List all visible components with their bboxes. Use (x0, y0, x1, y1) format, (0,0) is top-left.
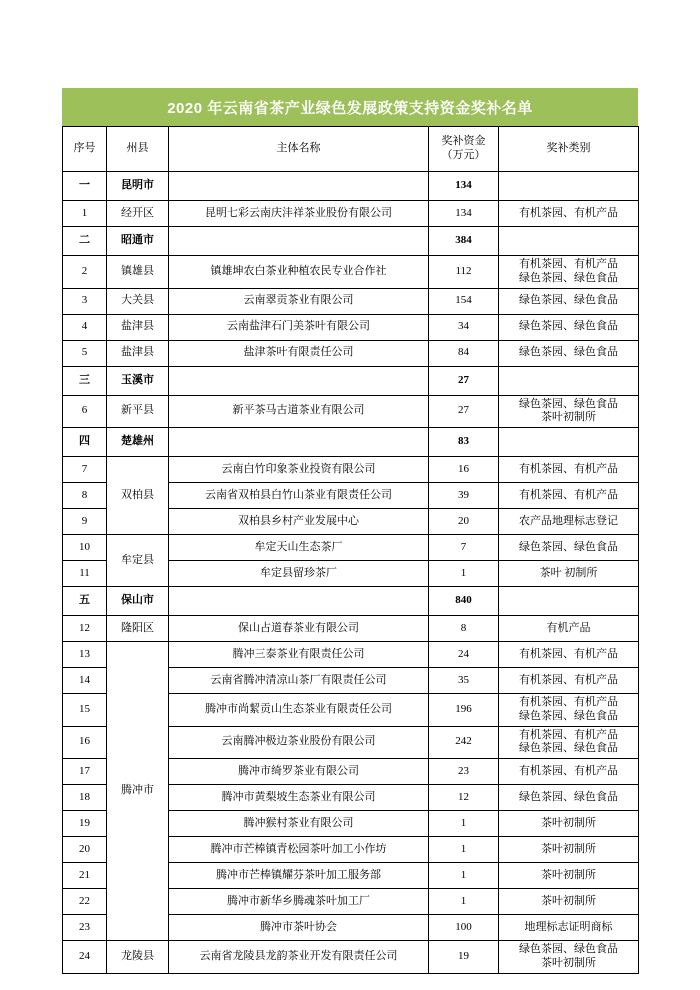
cell-amount: 242 (429, 726, 499, 759)
table-row (63, 256, 639, 289)
cell-type: 绿色茶园、绿色食品 (499, 340, 639, 366)
cell-type: 有机产品 (499, 616, 639, 642)
cell-no: 22 (63, 889, 107, 915)
cell-no: 13 (63, 642, 107, 668)
cell-no: 17 (63, 759, 107, 785)
cell-no: 3 (63, 288, 107, 314)
cell-name: 云南省龙陵县龙韵茶业开发有限责任公司 (169, 941, 429, 974)
cell-name: 保山占道春茶业有限公司 (169, 616, 429, 642)
cell-name: 腾冲猴村茶业有限公司 (169, 811, 429, 837)
cell-name (169, 172, 429, 201)
table-row (63, 535, 639, 561)
cell-amount: 112 (429, 256, 499, 289)
cell-no: 10 (63, 535, 107, 561)
table-header (63, 127, 639, 172)
cell-type (499, 366, 639, 395)
document-page (62, 88, 638, 974)
page-title: 2020 年云南省茶产业绿色发展政策支持资金奖补名单 (167, 99, 533, 117)
cell-type: 绿色茶园、绿色食品 (499, 314, 639, 340)
cell-amount: 20 (429, 509, 499, 535)
cell-county: 经开区 (107, 201, 169, 227)
cell-name: 新平茶马古道茶业有限公司 (169, 395, 429, 428)
cell-type-line: 绿色茶园、绿色食品 (519, 397, 618, 410)
cell-type-line: 绿色茶园、绿色食品 (519, 943, 618, 955)
cell-no: 4 (63, 314, 107, 340)
cell-amount: 19 (429, 941, 499, 974)
cell-type (499, 726, 639, 759)
table-row (63, 340, 639, 366)
cell-type: 有机茶园、有机产品 (499, 201, 639, 227)
cell-county: 新平县 (107, 395, 169, 428)
cell-amount: 134 (429, 201, 499, 227)
document-title-bar (62, 88, 638, 126)
column-header-no: 序号 (63, 127, 107, 172)
cell-type-line: 绿色茶园、绿色食品 (519, 709, 618, 722)
cell-no: 24 (63, 941, 107, 974)
cell-amount: 1 (429, 863, 499, 889)
cell-name (169, 428, 429, 457)
cell-no: 14 (63, 668, 107, 694)
cell-amount: 1 (429, 837, 499, 863)
cell-amount: 1 (429, 811, 499, 837)
cell-county: 盐津县 (107, 340, 169, 366)
cell-type: 有机茶园、有机产品 (499, 759, 639, 785)
table-row (63, 314, 639, 340)
cell-amount: 12 (429, 785, 499, 811)
cell-amount: 196 (429, 694, 499, 727)
cell-type (499, 172, 639, 201)
cell-no: 一 (63, 172, 107, 201)
cell-type (499, 227, 639, 256)
cell-type: 茶叶初制所 (499, 837, 639, 863)
cell-amount: 84 (429, 340, 499, 366)
column-header-name: 主体名称 (169, 127, 429, 172)
table-row (63, 457, 639, 483)
cell-name: 牟定天山生态茶厂 (169, 535, 429, 561)
cell-type-line: 绿色茶园、绿色食品 (519, 742, 618, 755)
cell-county: 保山市 (107, 587, 169, 616)
cell-no: 五 (63, 587, 107, 616)
cell-type: 有机茶园、有机产品 (499, 642, 639, 668)
cell-amount: 154 (429, 288, 499, 314)
cell-no: 18 (63, 785, 107, 811)
table-row (63, 642, 639, 668)
cell-amount: 39 (429, 483, 499, 509)
table-group-row (63, 227, 639, 256)
cell-amount: 16 (429, 457, 499, 483)
cell-no: 1 (63, 201, 107, 227)
cell-name: 腾冲市新华乡腾魂茶叶加工厂 (169, 889, 429, 915)
cell-county: 腾冲市 (107, 642, 169, 941)
column-header-amount (429, 127, 499, 172)
cell-county: 牟定县 (107, 535, 169, 587)
cell-amount: 23 (429, 759, 499, 785)
table-row (63, 941, 639, 974)
cell-type: 绿色茶园、绿色食品 (499, 535, 639, 561)
cell-no: 2 (63, 256, 107, 289)
cell-type-line: 茶叶初制所 (541, 956, 596, 969)
cell-name: 昆明七彩云南庆沣祥茶业股份有限公司 (169, 201, 429, 227)
cell-type-line: 有机茶园、有机产品 (519, 258, 618, 270)
table-row (63, 201, 639, 227)
cell-no: 11 (63, 561, 107, 587)
cell-amount: 7 (429, 535, 499, 561)
cell-amount: 100 (429, 915, 499, 941)
cell-no: 20 (63, 837, 107, 863)
cell-name: 腾冲市黄梨坡生态茶业有限公司 (169, 785, 429, 811)
table-group-row (63, 366, 639, 395)
cell-amount: 384 (429, 227, 499, 256)
cell-amount: 83 (429, 428, 499, 457)
cell-type: 有机茶园、有机产品 (499, 483, 639, 509)
cell-no: 19 (63, 811, 107, 837)
table-row (63, 616, 639, 642)
cell-no: 三 (63, 366, 107, 395)
cell-type: 有机茶园、有机产品 (499, 668, 639, 694)
cell-type (499, 694, 639, 727)
cell-county: 昆明市 (107, 172, 169, 201)
table-group-row (63, 587, 639, 616)
cell-name: 腾冲市茶叶协会 (169, 915, 429, 941)
cell-type (499, 395, 639, 428)
cell-no: 7 (63, 457, 107, 483)
cell-no: 四 (63, 428, 107, 457)
cell-name: 云南腾冲极边茶业股份有限公司 (169, 726, 429, 759)
column-header-type: 奖补类别 (499, 127, 639, 172)
cell-amount: 134 (429, 172, 499, 201)
cell-name: 腾冲三泰茶业有限责任公司 (169, 642, 429, 668)
cell-no: 6 (63, 395, 107, 428)
cell-no: 二 (63, 227, 107, 256)
cell-name: 云南白竹印象茶业投资有限公司 (169, 457, 429, 483)
table-body (63, 172, 639, 974)
table-group-row (63, 428, 639, 457)
cell-name: 腾冲市绮罗茶业有限公司 (169, 759, 429, 785)
table-row (63, 395, 639, 428)
table-group-row (63, 172, 639, 201)
column-header-amount-line2: （万元） (441, 149, 486, 161)
cell-amount: 27 (429, 366, 499, 395)
cell-type: 茶叶 初制所 (499, 561, 639, 587)
cell-name: 腾冲市尚絜贡山生态茶业有限责任公司 (169, 694, 429, 727)
cell-type: 茶叶初制所 (499, 863, 639, 889)
cell-type-line: 绿色茶园、绿色食品 (519, 271, 618, 284)
cell-county: 大关县 (107, 288, 169, 314)
cell-no: 9 (63, 509, 107, 535)
cell-amount: 24 (429, 642, 499, 668)
cell-name: 腾冲市芒棒镇青松园茶叶加工小作坊 (169, 837, 429, 863)
column-header-amount-line1: 奖补资金 (441, 135, 486, 148)
cell-type: 茶叶初制所 (499, 811, 639, 837)
cell-county: 昭通市 (107, 227, 169, 256)
cell-name: 云南省腾冲清凉山茶厂有限责任公司 (169, 668, 429, 694)
cell-type-line: 有机茶园、有机产品 (519, 696, 618, 708)
cell-type-line: 茶叶初制所 (541, 411, 596, 424)
table-row (63, 288, 639, 314)
cell-name: 云南省双柏县白竹山茶业有限责任公司 (169, 483, 429, 509)
cell-amount: 1 (429, 889, 499, 915)
cell-county: 玉溪市 (107, 366, 169, 395)
cell-type: 有机茶园、有机产品 (499, 457, 639, 483)
cell-name: 盐津茶叶有限责任公司 (169, 340, 429, 366)
cell-county: 龙陵县 (107, 941, 169, 974)
cell-name: 云南翠贡茶业有限公司 (169, 288, 429, 314)
cell-type: 农产品地理标志登记 (499, 509, 639, 535)
cell-name: 云南盐津石门美茶叶有限公司 (169, 314, 429, 340)
cell-type (499, 941, 639, 974)
cell-no: 23 (63, 915, 107, 941)
cell-county: 隆阳区 (107, 616, 169, 642)
cell-type: 绿色茶园、绿色食品 (499, 288, 639, 314)
cell-no: 8 (63, 483, 107, 509)
cell-amount: 8 (429, 616, 499, 642)
cell-county: 盐津县 (107, 314, 169, 340)
cell-no: 16 (63, 726, 107, 759)
column-header-county: 州县 (107, 127, 169, 172)
cell-no: 15 (63, 694, 107, 727)
cell-no: 12 (63, 616, 107, 642)
cell-amount: 27 (429, 395, 499, 428)
cell-type-line: 有机茶园、有机产品 (519, 728, 618, 741)
cell-name (169, 587, 429, 616)
cell-name (169, 366, 429, 395)
cell-name (169, 227, 429, 256)
cell-name: 双柏县乡村产业发展中心 (169, 509, 429, 535)
cell-name: 镇雄坤农白茶业种植农民专业合作社 (169, 256, 429, 289)
cell-type (499, 256, 639, 289)
cell-amount: 35 (429, 668, 499, 694)
cell-type (499, 587, 639, 616)
cell-county: 双柏县 (107, 457, 169, 535)
cell-type: 地理标志证明商标 (499, 915, 639, 941)
award-table (62, 126, 639, 974)
cell-county: 镇雄县 (107, 256, 169, 289)
cell-amount: 34 (429, 314, 499, 340)
cell-name: 牟定县留珍茶厂 (169, 561, 429, 587)
cell-type: 绿色茶园、绿色食品 (499, 785, 639, 811)
cell-no: 21 (63, 863, 107, 889)
cell-amount: 1 (429, 561, 499, 587)
cell-type: 茶叶初制所 (499, 889, 639, 915)
cell-no: 5 (63, 340, 107, 366)
cell-county: 楚雄州 (107, 428, 169, 457)
cell-amount: 840 (429, 587, 499, 616)
cell-type (499, 428, 639, 457)
cell-name: 腾冲市芒棒镇耀芬茶叶加工服务部 (169, 863, 429, 889)
